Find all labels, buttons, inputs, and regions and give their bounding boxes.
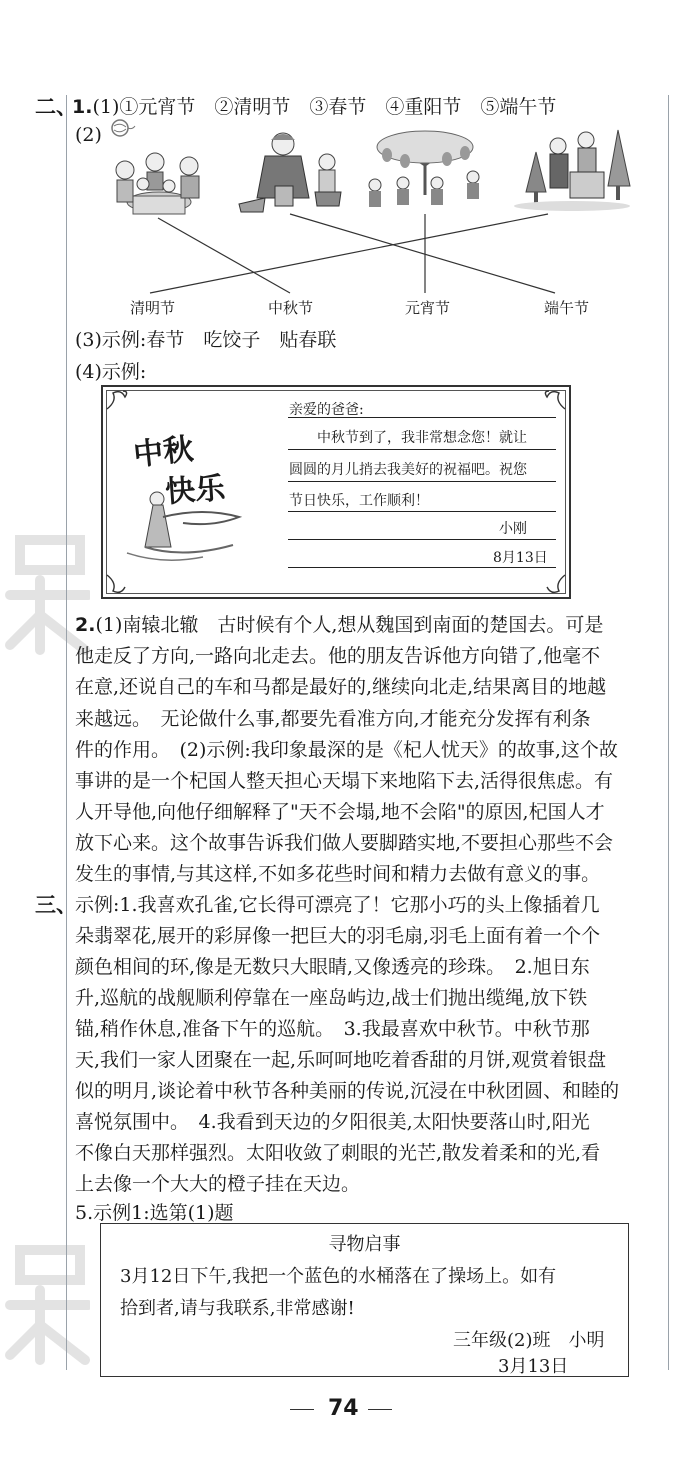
card-art-text-1: 中秋 [131, 431, 196, 474]
festival-label-qingming: 清明节 [130, 299, 176, 317]
q1-part2-label: (2) [75, 124, 102, 146]
q2-line-9: 发生的事情,与其这样,不如多花些时间和精力去做有意义的事。 [75, 863, 601, 885]
q2-line-4: 来越远。 无论做什么事,都要先看准方向,才能充分发挥有利条 [75, 708, 591, 730]
s3-line-4: 升,巡航的战舰顺利停靠在一座岛屿边,战士们抛出缆绳,放下铁 [75, 987, 588, 1009]
s3-line-7: 似的明月,谈论着中秋节各种美丽的传说,沉浸在中秋团圆、和睦的 [75, 1080, 620, 1102]
notice-body-line-2: 拾到者,请与我联系,非常感谢! [120, 1298, 355, 1319]
s3-line-2: 朵翡翠花,展开的彩屏像一把巨大的羽毛扇,羽毛上面有着一个个 [75, 925, 601, 947]
s3-line-9: 不像白天那样强烈。太阳收敛了刺眼的光芒,散发着柔和的光,看 [75, 1142, 601, 1164]
notice-body-line-1: 3月12日下午,我把一个蓝色的水桶落在了操场上。如有 [120, 1266, 557, 1287]
watermark-top [0, 520, 90, 660]
q2-line-5: 件的作用。 (2)示例:我印象最深的是《杞人忧天》的故事,这个故 [75, 739, 618, 761]
matching-lines [0, 0, 690, 320]
s3-line-5: 锚,稍作休息,准备下午的巡航。 3.我最喜欢中秋节。中秋节那 [75, 1018, 590, 1040]
festival-label-zhongqiu: 中秋节 [268, 299, 314, 317]
card-art-text-2: 快乐 [164, 470, 227, 511]
s3-line-10: 上去像一个大大的橙子挂在天边。 [75, 1173, 361, 1195]
q1-part4: (4)示例: [75, 361, 147, 383]
change-e-figure-illustration [123, 487, 243, 569]
notice-signature: 三年级(2)班 小明 [453, 1330, 605, 1351]
card-date: 8月13日 [493, 550, 548, 566]
q2-line-1 [75, 610, 603, 637]
q2-line-6: 事讲的是一个杞国人整天担心天塌下来地陷下去,活得很焦虑。有 [75, 770, 614, 792]
notice-date: 3月13日 [498, 1356, 569, 1377]
page-number-dash-right [368, 1409, 392, 1410]
q2-line-1-text: (1)南辕北辙 古时候有个人,想从魏国到南面的楚国去。可是 [95, 614, 604, 636]
card-signature: 小刚 [499, 521, 527, 537]
q2-number: 2. [75, 614, 96, 636]
card-greeting: 亲爱的爸爸: [289, 402, 364, 418]
page-number-dash-left [290, 1409, 314, 1410]
q5-line: 5.示例1:选第(1)题 [75, 1202, 234, 1224]
card-body-line-3: 节日快乐，工作顺利！ [289, 493, 429, 509]
notice-title: 寻物启事 [328, 1234, 401, 1255]
section-3-mark: 三、 [35, 892, 77, 917]
s3-line-6: 天,我们一家人团聚在一起,乐呵呵地吃着香甜的月饼,观赏着银盘 [75, 1049, 607, 1071]
q1-number: 1. [72, 96, 93, 118]
festival-label-yuanxiao: 元宵节 [405, 299, 451, 317]
festival-label-duanwu: 端午节 [544, 299, 590, 317]
s3-line-8: 喜悦氛围中。 4.我看到天边的夕阳很美,太阳快要落山时,阳光 [75, 1111, 590, 1133]
page-number: 74 [328, 1396, 359, 1421]
card-body-line-1: 中秋节到了，我非常想念您！就让 [317, 430, 527, 446]
q1-part1-text: (1)①元宵节 ②清明节 ③春节 ④重阳节 ⑤端午节 [92, 96, 557, 118]
q2-line-2: 他走反了方向,一路向北走去。他的朋友告诉他方向错了,他毫不 [75, 645, 601, 667]
section-2-mark: 二、 [35, 94, 77, 119]
q2-line-7: 人开导他,向他仔细解释了"天不会塌,地不会陷"的原因,杞国人才 [75, 801, 605, 823]
lost-item-notice [100, 1223, 629, 1377]
q2-line-3: 在意,还说自己的车和马都是最好的,继续向北走,结果离目的地越 [75, 676, 607, 698]
greeting-card [101, 385, 571, 599]
q1-part3: (3)示例:春节 吃饺子 贴春联 [75, 329, 337, 351]
q2-line-8: 放下心来。这个故事告诉我们做人要脚踏实地,不要担心那些不会 [75, 832, 614, 854]
s3-line-3: 颜色相间的环,像是无数只大眼睛,又像透亮的珍珠。 2.旭日东 [75, 956, 590, 978]
s3-line-1: 示例:1.我喜欢孔雀,它长得可漂亮了！它那小巧的头上像插着几 [75, 894, 600, 916]
watermark-bottom [0, 1230, 90, 1370]
card-body-line-2: 圆圆的月儿捎去我美好的祝福吧。祝您 [289, 462, 527, 478]
